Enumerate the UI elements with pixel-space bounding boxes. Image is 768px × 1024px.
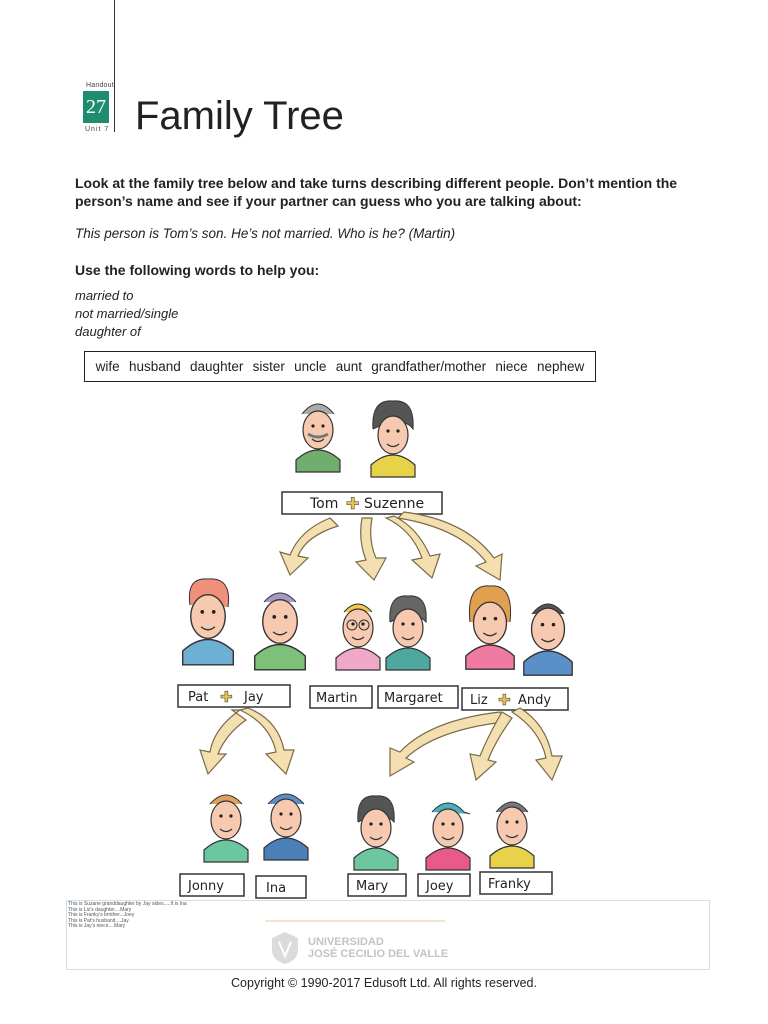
handout-number-badge: 27 — [83, 91, 109, 123]
andy-figure — [524, 604, 572, 675]
word-item: aunt — [335, 359, 362, 374]
university-logo-icon — [270, 930, 300, 966]
name-martin: Martin — [316, 691, 358, 706]
margaret-figure — [386, 596, 430, 670]
martin-figure — [336, 604, 380, 670]
word-item: uncle — [294, 359, 327, 374]
instructions-text: Look at the family tree below and take turns describing different people. Don’t mention the person’s name and see if your partner can guess who you are talking about: — [75, 175, 678, 209]
name-margaret: Margaret — [384, 691, 443, 706]
name-ina: Ina — [266, 881, 287, 896]
word-item: wife — [95, 359, 120, 374]
phrase-item: married to — [75, 288, 134, 303]
example-sentence: This person is Tom’s son. He’s not married. Who is he? (Martin) — [75, 226, 456, 241]
name-andy: Andy — [518, 693, 552, 708]
family-tree-illustration — [150, 390, 620, 900]
plus-icon: ✚ — [498, 691, 511, 709]
handout-label: Handout — [86, 82, 114, 89]
name-liz: Liz — [470, 693, 488, 708]
franky-figure — [490, 802, 534, 868]
note-line: This is Liz’s daughter....Mary — [68, 906, 132, 913]
name-jay: Jay — [244, 690, 264, 705]
use-words-heading: Use the following words to help you: — [75, 262, 320, 278]
pat-figure — [183, 579, 234, 665]
name-jonny: Jonny — [188, 879, 224, 894]
mary-figure — [354, 796, 398, 870]
university-name — [308, 936, 448, 960]
word-box — [84, 351, 596, 382]
grandfather-figure — [296, 404, 340, 472]
arrows-generation2 — [200, 708, 562, 780]
name-tom: Tom — [310, 496, 339, 512]
note-line: This is Suzane granddaughter by Jay sides.....It is Ina — [68, 901, 187, 907]
grandmother-figure — [371, 401, 415, 477]
plus-icon: ✚ — [220, 688, 233, 706]
word-item: niece — [495, 359, 528, 374]
word-item: daughter — [190, 359, 244, 374]
name-mary: Mary — [356, 879, 389, 894]
margin-rule — [114, 0, 115, 132]
liz-figure — [466, 586, 514, 669]
note-line: This is Pat’s husband....Jay — [68, 917, 129, 924]
generation3-labels — [180, 872, 552, 898]
page-title: Family Tree — [135, 94, 344, 138]
note-line: This is Franky’s brother...Joey — [68, 912, 135, 919]
phrase-item: not married/single — [75, 306, 179, 321]
university-line2: JOSÉ CECILIO DEL VALLE — [308, 948, 449, 960]
note-line: This is Jay’s niece....Mary — [68, 923, 126, 930]
notes-lines — [68, 902, 187, 930]
phrase-item: daughter of — [75, 324, 141, 339]
divider — [265, 920, 445, 922]
word-item: nephew — [536, 359, 585, 374]
generation2-labels — [178, 685, 568, 710]
name-label-group — [282, 492, 442, 514]
name-pat: Pat — [188, 690, 209, 705]
name-suzenne: Suzenne — [364, 496, 425, 512]
name-franky: Franky — [488, 877, 531, 892]
arrows-generation1 — [280, 512, 502, 580]
word-item: grandfather/mother — [371, 359, 487, 374]
jay-figure — [255, 593, 306, 670]
plus-icon: ✚ — [346, 494, 360, 513]
university-watermark — [270, 930, 448, 966]
phrase-list — [75, 287, 178, 341]
joey-figure — [426, 803, 470, 870]
name-joey: Joey — [426, 879, 454, 894]
jonny-figure — [204, 795, 248, 862]
university-line1: UNIVERSIDAD — [308, 936, 384, 948]
word-item: husband — [128, 359, 181, 374]
unit-label: Unit 7 — [85, 126, 110, 133]
word-item: sister — [252, 359, 285, 374]
copyright-footer: Copyright © 1990-2017 Edusoft Ltd. All rights reserved. — [231, 976, 537, 990]
ina-figure — [264, 794, 308, 860]
